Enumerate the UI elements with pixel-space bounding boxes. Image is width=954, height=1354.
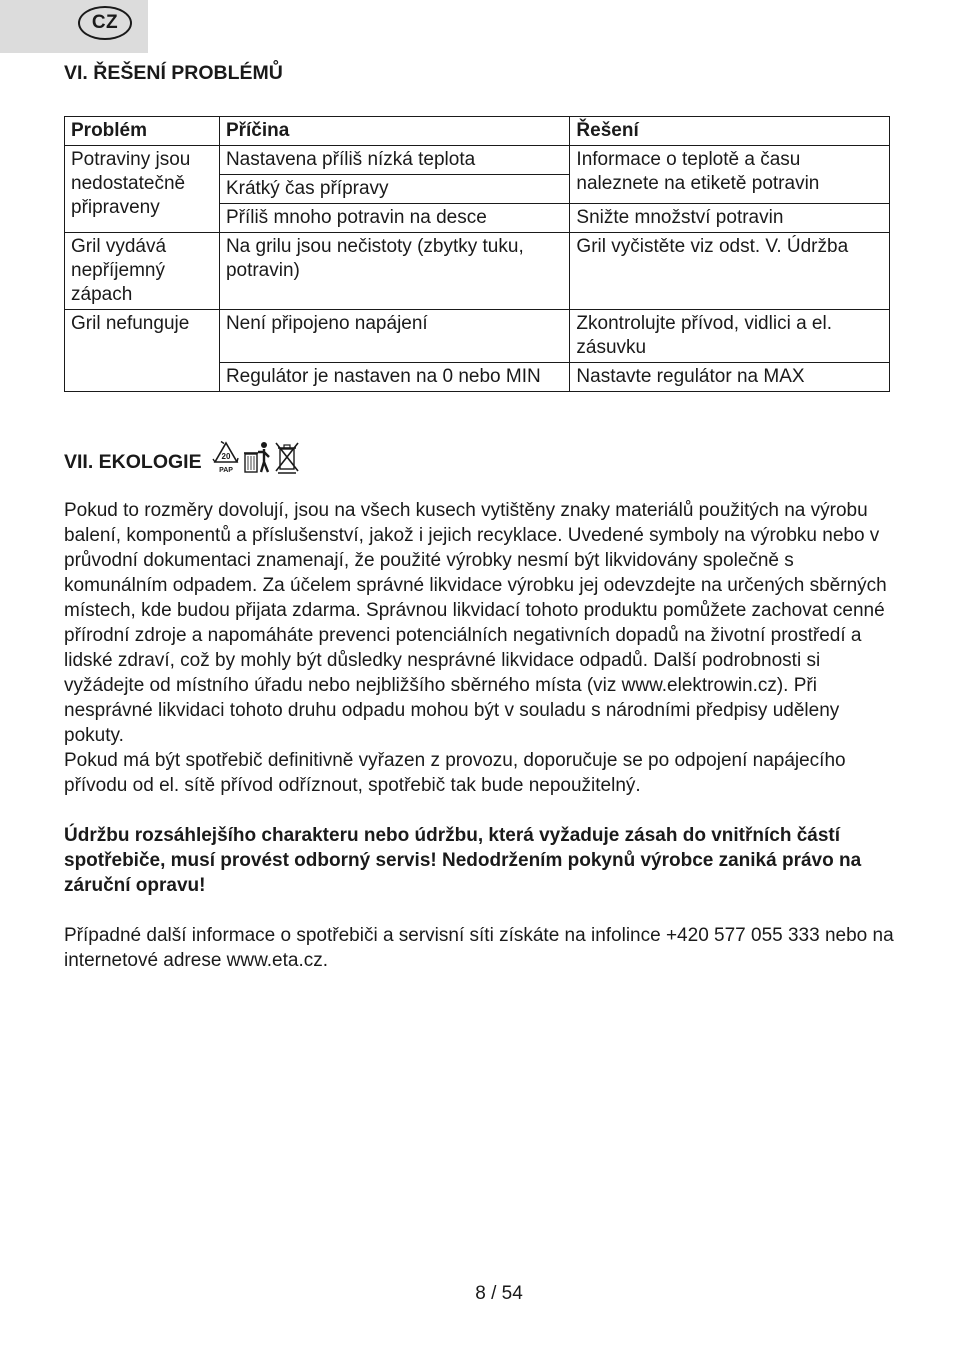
header-cause: Příčina (219, 117, 569, 146)
cause-cell: Regulátor je nastaven na 0 nebo MIN (219, 363, 569, 392)
svg-text:PAP: PAP (218, 466, 233, 474)
recycling-20-pap-icon (212, 440, 240, 474)
solution-cell: Gril vyčistěte viz odst. V. Údržba (570, 233, 890, 310)
problem-cell: Gril vydává nepříjemný zápach (65, 233, 220, 310)
ecology-title-text: VII. EKOLOGIE (64, 451, 202, 473)
ecology-paragraph: Pokud to rozměry dovolují, jsou na všech kusech vytištěny znaky materiálů použitých na výrobu balení, komponentů a příslušenství, jakož i jejich recyklace. Uvedené symboly na výrobku nebo v průvodní dokumentaci znamenají, že použité výrobky nesmí být likvidovány společně s komunálním odpadem. Za účelem správné likvidace výrobku jej odevzdejte na určených sběrných místech, kde budou přijata zdarma. Správnou likvidací tohoto produktu pomůžete zachovat cenné přírodní zdroje a napomáháte prevenci potenciálních negativních dopadů na životní prostředí a lidské zdraví, což by mohly být důsledky nesprávné likvidace odpadů. Další podrobnosti si vyžádejte od místního úřadu nebo nejbližšího sběrného místa (viz www.elektrowin.cz). Při nesprávné likvidaci tohoto druhu odpadu mohou být v souladu s národními předpisy uděleny pokuty. (64, 500, 887, 746)
table-row (65, 310, 890, 363)
language-tab (0, 0, 148, 53)
header-solution: Řešení (570, 117, 890, 146)
cause-cell: Příliš mnoho potravin na desce (219, 204, 569, 233)
cause-cell: Nastavena příliš nízká teplota (219, 146, 569, 175)
page-number: 8 / 54 (475, 1283, 523, 1304)
crossed-bin-icon (274, 440, 300, 474)
troubleshooting-table (64, 116, 890, 392)
table-row (65, 233, 890, 310)
tidy-man-bin-icon (243, 440, 271, 474)
cause-cell: Na grilu jsou nečistoty (zbytky tuku, potravin) (219, 233, 569, 310)
solution-cell: Zkontrolujte přívod, vidlici a el. zásuvku (570, 310, 890, 363)
table-header-row (65, 117, 890, 146)
svg-text:20: 20 (221, 451, 231, 461)
solution-cell: Snižte množství potravin (570, 204, 890, 233)
problem-cell: Gril nefunguje (65, 310, 220, 392)
solution-cell: Informace o teplotě a času naleznete na etiketě potravin (570, 146, 890, 204)
disposal-paragraph: Pokud má být spotřebič definitivně vyřazen z provozu, doporučuje se po odpojení napájecího přívodu od el. sítě přívod odříznout, spotřebič tak bude nepoužitelný. (64, 750, 846, 796)
section-title-troubleshooting: VI. ŘEŠENÍ PROBLÉMŮ (64, 62, 283, 84)
table-row (65, 146, 890, 175)
service-warning: Údržbu rozsáhlejšího charakteru nebo údržbu, která vyžaduje zásah do vnitřních částí spotřebiče, musí provést odborný servis! Nedodržením pokynů výrobce zaniká právo na záruční opravu! (64, 825, 862, 896)
cause-cell: Krátký čas přípravy (219, 175, 569, 204)
header-problem: Problém (65, 117, 220, 146)
ecology-icons (212, 440, 300, 474)
language-badge: CZ (78, 6, 132, 40)
problem-cell: Potraviny jsou nedostatečně připraveny (65, 146, 220, 233)
contact-info-paragraph: Případné další informace o spotřebiči a servisní síti získáte na infolince +420 577 055 333 nebo na internetové adrese www.eta.cz. (64, 925, 894, 971)
section-title-ecology (64, 451, 300, 474)
cause-cell: Není připojeno napájení (219, 310, 569, 363)
solution-cell: Nastavte regulátor na MAX (570, 363, 890, 392)
